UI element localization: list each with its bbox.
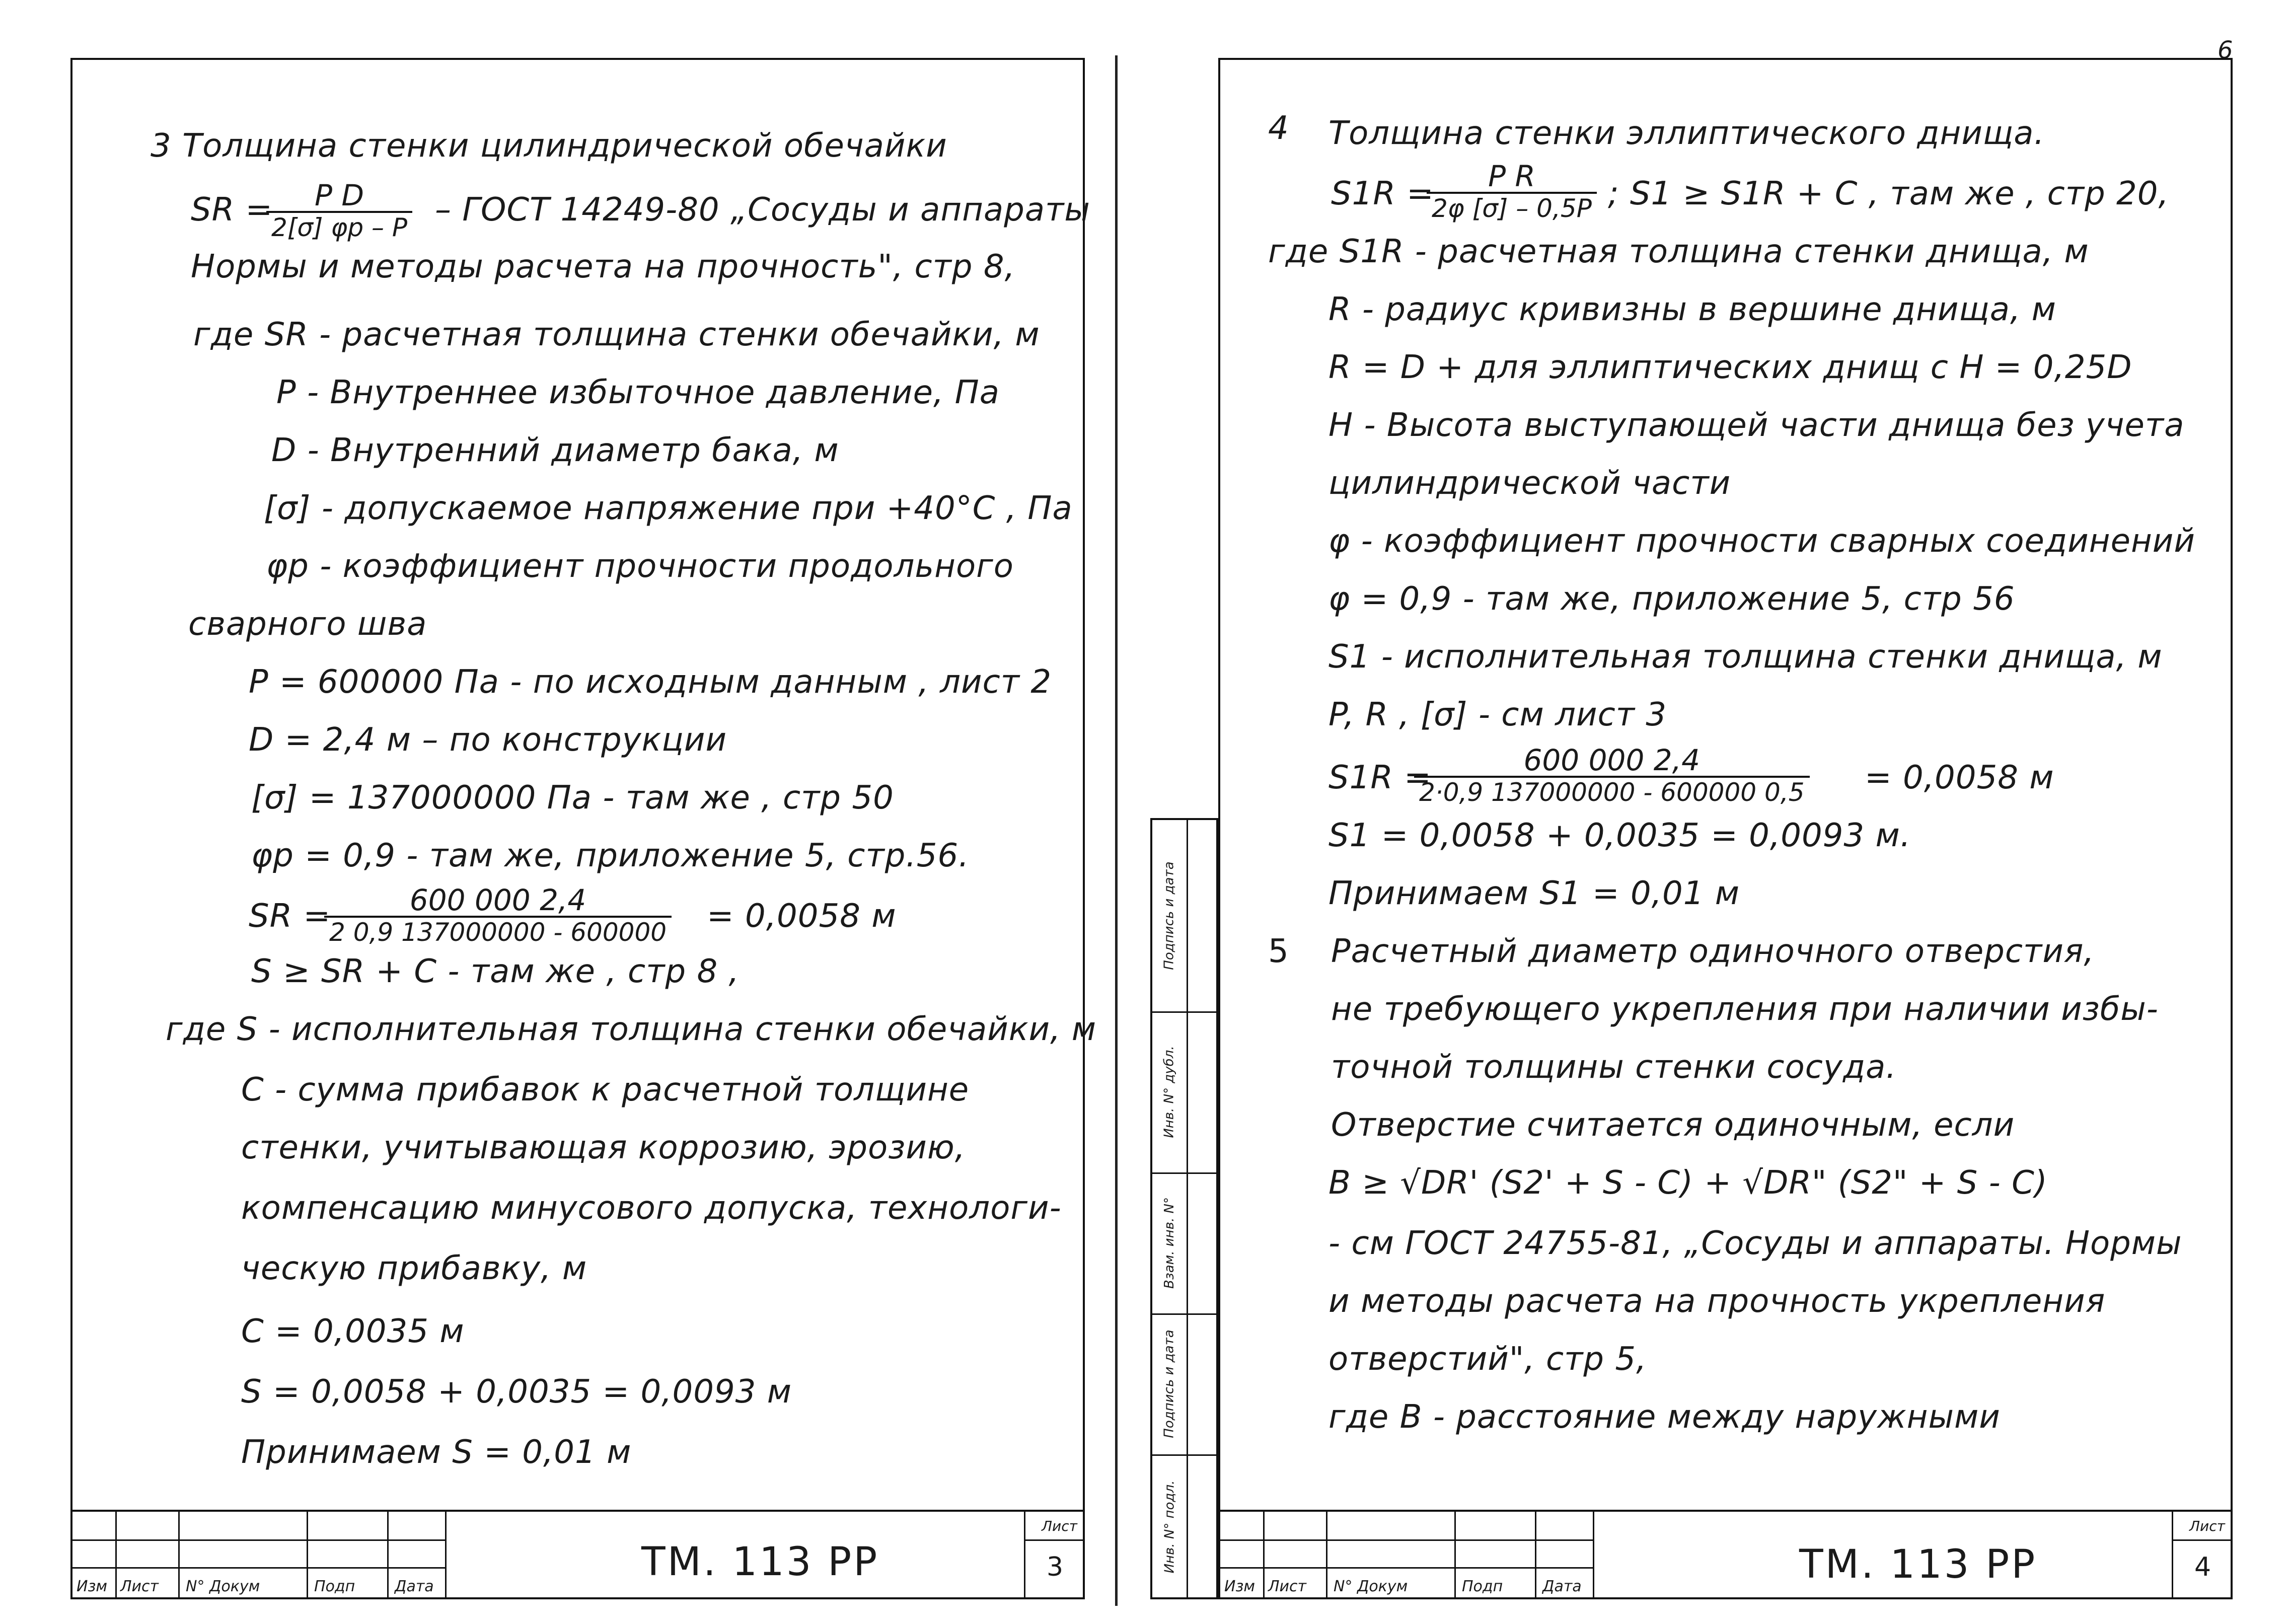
right-line-23: отверстий", стр 5,: [1328, 1341, 1647, 1378]
left-line-8: сварного шва: [188, 606, 427, 643]
section-3-heading: 3 Толщина стенки цилиндрической обечайки: [151, 127, 947, 165]
formula-1-numerator: P D: [315, 178, 364, 212]
section-4-number: 4: [1268, 110, 1289, 147]
left-line-11: [σ] = 137000000 Па - там же , стр 50: [251, 779, 894, 817]
stamp-label-podp: Подп: [314, 1578, 355, 1595]
right-line-4: R - радиус кривизны в вершине днища, м: [1328, 291, 2056, 328]
left-line-21: S = 0,0058 + 0,0035 = 0,0093 м: [241, 1373, 792, 1411]
r-formula-2-denominator: 2·0,9 137000000 - 600000 0,5: [1414, 776, 1810, 807]
stamp-label-list: Лист: [120, 1578, 159, 1595]
left-line-2: Нормы и методы расчета на прочность", стр 8,: [191, 248, 1015, 285]
right-line-13: S1 = 0,0058 + 0,0035 = 0,0093 м.: [1328, 817, 1911, 854]
right-line-20: B ≥ √DR' (S2' + S - C) + √DR" (S2" + S - C): [1328, 1164, 2048, 1202]
left-line-22: Принимаем S = 0,01 м: [241, 1434, 632, 1471]
r-document-code: ТМ. 113 РР: [1799, 1542, 2037, 1587]
formula-1-denominator: 2[σ] φp – P: [266, 211, 412, 242]
right-line-11: P, R , [σ] - см лист 3: [1328, 696, 1667, 733]
formula-2-fraction: [324, 884, 672, 947]
r-formula-2-lhs: S1R =: [1328, 759, 1432, 796]
title-block-right: [1220, 1510, 2231, 1597]
right-line-17: не требующего укрепления при наличии избы-: [1331, 991, 2159, 1028]
side-label-5: Инв. N° подл.: [1162, 1480, 1177, 1574]
right-line-19: Отверстие считается одиночным, если: [1331, 1106, 2015, 1144]
left-line-17: стенки, учитывающая коррозию, эрозию,: [241, 1129, 966, 1166]
side-label-3: Взам. инв. N°: [1162, 1197, 1177, 1289]
r-formula-1-fraction: [1427, 161, 1597, 223]
r-stamp-label-izm: Изм: [1224, 1578, 1255, 1595]
r-formula-2-numerator: 600 000 2,4: [1523, 743, 1701, 777]
right-line-3: где S1R - расчетная толщина стенки днища, м: [1268, 233, 2089, 270]
left-line-16: C - сумма прибавок к расчетной толщине: [241, 1071, 970, 1109]
left-line-12: φp = 0,9 - там же, приложение 5, стр.56.: [251, 837, 970, 874]
r-formula-2-fraction: [1414, 745, 1810, 807]
right-sheet: [1218, 58, 2233, 1599]
left-line-19: ческую прибавку, м: [241, 1250, 587, 1287]
right-line-14: Принимаем S1 = 0,01 м: [1328, 875, 1740, 912]
r-stamp-label-list: Лист: [1268, 1578, 1307, 1595]
section-4-heading: Толщина стенки эллиптического днища.: [1328, 115, 2045, 152]
r-formula-1-lhs: S1R =: [1331, 175, 1434, 212]
left-line-20: C = 0,0035 м: [241, 1313, 465, 1350]
formula-2-numerator: 600 000 2,4: [409, 883, 586, 917]
stamp-label-izm: Изм: [77, 1578, 108, 1595]
r-stamp-label-podp: Подп: [1462, 1578, 1503, 1595]
sheet-number: 3: [1047, 1552, 1064, 1582]
r-sheet-label: Лист: [2189, 1518, 2225, 1534]
formula-1-lhs: SR =: [191, 191, 273, 229]
right-line-8: φ - коэффициент прочности сварных соединений: [1328, 523, 2195, 560]
r-formula-1-numerator: P R: [1488, 159, 1535, 193]
side-label-4: Подпись и дата: [1162, 1330, 1177, 1438]
left-line-15: где S - исполнительная толщина стенки обечайки, м: [166, 1011, 1097, 1048]
r-formula-1-denominator: 2φ [σ] – 0,5P: [1427, 192, 1597, 223]
r-stamp-label-dokum: N° Докум: [1334, 1578, 1408, 1595]
left-line-6: [σ] - допускаемое напряжение при +40°С , Па: [264, 490, 1073, 527]
left-sheet: [70, 58, 1097, 1599]
section-5-number: 5: [1268, 933, 1289, 970]
page-divider: [1115, 55, 1118, 1606]
left-line-7: φp - коэффициент прочности продольного: [266, 548, 1014, 585]
title-block: [72, 1510, 1083, 1597]
side-label-1: Подпись и дата: [1162, 861, 1177, 970]
r-sheet-number: 4: [2194, 1552, 2211, 1582]
left-line-13: = 0,0058 м: [707, 898, 897, 935]
left-line-3: где SR - расчетная толщина стенки обечайки, м: [193, 316, 1040, 353]
right-line-10: S1 - исполнительная толщина стенки днища, м: [1328, 638, 2163, 676]
right-line-7: цилиндрической части: [1328, 465, 1731, 502]
right-line-9: φ = 0,9 - там же, приложение 5, стр 56: [1328, 580, 2015, 618]
sheet-label: Лист: [1042, 1518, 1077, 1534]
right-line-6: H - Высота выступающей части днища без учета: [1328, 407, 2185, 444]
left-line-5: D - Внутренний диаметр бака, м: [271, 432, 839, 469]
stamp-label-dokum: N° Докум: [186, 1578, 260, 1595]
page-corner-number: 6: [2218, 36, 2233, 64]
side-label-2: Инв. N° дубл.: [1162, 1046, 1177, 1138]
left-line-18: компенсацию минусового допуска, технологи-: [241, 1190, 1062, 1227]
right-line-2: ; S1 ≥ S1R + C , там же , стр 20,: [1608, 175, 2169, 212]
right-line-21: - см ГОСТ 24755-81, „Сосуды и аппараты. Нормы: [1328, 1225, 2182, 1262]
formula-2-lhs: SR =: [249, 898, 331, 935]
left-line-10: D = 2,4 м – по конструкции: [249, 721, 727, 759]
left-line-1: – ГОСТ 14249-80 „Сосуды и аппараты: [435, 191, 1090, 229]
stamp-label-data: Дата: [395, 1578, 434, 1595]
right-line-22: и методы расчета на прочность укрепления: [1328, 1283, 2106, 1320]
r-stamp-label-data: Дата: [1542, 1578, 1582, 1595]
left-line-9: P = 600000 Па - по исходным данным , лист 2: [249, 663, 1052, 701]
right-line-16: Расчетный диаметр одиночного отверстия,: [1331, 933, 2095, 970]
side-signature-strip: [1150, 818, 1218, 1599]
right-line-5: R = D + для эллиптических днищ с H = 0,25D: [1328, 349, 2132, 386]
right-line-12: = 0,0058 м: [1865, 759, 2054, 796]
formula-1-fraction: [266, 180, 412, 242]
left-line-4: P - Внутреннее избыточное давление, Па: [276, 374, 1000, 411]
right-line-18: точной толщины стенки сосуда.: [1331, 1049, 1897, 1086]
right-line-24: где B - расстояние между наружными: [1328, 1398, 2001, 1436]
document-code: ТМ. 113 РР: [641, 1539, 879, 1585]
formula-2-denominator: 2 0,9 137000000 - 600000: [324, 916, 672, 947]
left-line-14: S ≥ SR + C - там же , стр 8 ,: [251, 953, 740, 990]
